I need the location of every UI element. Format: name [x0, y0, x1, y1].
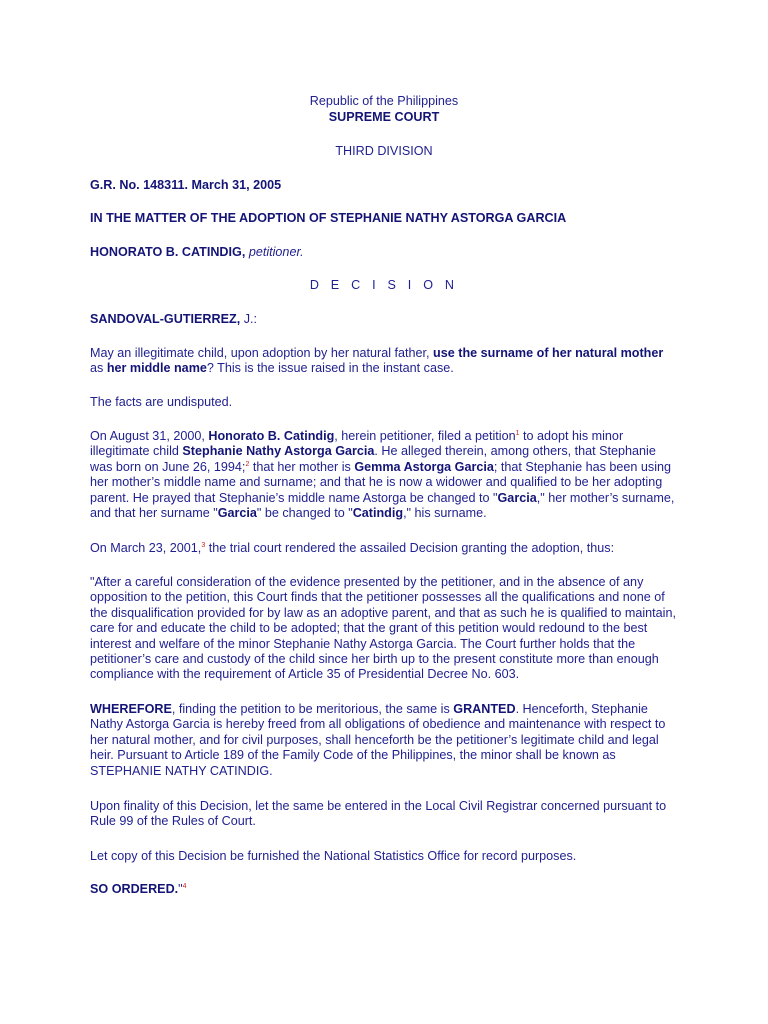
so-ordered-line: SO ORDERED."$^4$ — [90, 882, 187, 896]
copy-paragraph: Let copy of this Decision be furnished the National Statistics Office for record purposes. — [90, 849, 577, 863]
trial-paragraph: On March 23, 2001,$^3$ the trial court rendered the assailed Decision granting the adoption, thus: — [90, 541, 615, 555]
petitioner-line: HONORATO B. CATINDIG, petitioner. — [90, 245, 304, 259]
footnote-link-2[interactable]: 2 — [245, 460, 250, 468]
issue-paragraph: May an illegitimate child, upon adoption by her natural father, use the surname of her natural mother as her middle name? This is the issue raised in the instant case. — [90, 346, 664, 376]
case-number: G.R. No. 148311. March 31, 2005 — [90, 178, 282, 192]
ponente-line: SANDOVAL-GUTIERREZ, J.: — [90, 312, 257, 326]
finality-paragraph: Upon finality of this Decision, let the same be entered in the Local Civil Registrar concerned pursuant to Rule 99 of the Rules of Court. — [90, 799, 667, 829]
petition-paragraph: On August 31, 2000, Honorato B. Catindig, herein petitioner, filed a petition$^1$ to adopt his minor illegitimate child Stephanie Nathy Astorga Garcia. He alleged therein, among others, that Stephanie was born on June 26, 1994;$^2$ that her mother is Gemma Astorga Garcia; that Stephanie has been using her mother’s middle name and surname; and that he is now a widower and qualified to be her adopting parent. He prayed that Stephanie’s middle name Astorga be changed to "Garcia," her mother’s surname, and that her surname "Garcia" be changed to "Catindig," his surname. — [90, 429, 675, 521]
footnote-link-1[interactable]: 1 — [515, 429, 520, 437]
case-title: IN THE MATTER OF THE ADOPTION OF STEPHANIE NATHY ASTORGA GARCIA — [90, 211, 567, 225]
court-name: SUPREME COURT — [328, 110, 440, 124]
republic-line: Republic of the Philippines — [309, 94, 459, 108]
footnote-link-3[interactable]: 3 — [201, 541, 206, 549]
division-name: THIRD DIVISION — [335, 144, 433, 158]
wherefore-paragraph: WHEREFORE, finding the petition to be meritorious, the same is GRANTED. Henceforth, Stephanie Nathy Astorga Garcia is hereby freed from all obligations of obedience and maintenance with respect to her natural mother, and for civil purposes, shall henceforth be the petitioner’s legitimate child and legal heir. Pursuant to Article 189 of the Family Code of the Philippines, the minor shall be known as STEPHANIE NATHY CATINDIG. — [90, 702, 666, 778]
quote-paragraph-1: "After a careful consideration of the evidence presented by the petitioner, and in the absence of any opposition to the petition, this Court finds that the petitioner possesses all the qualifications and none of the disqualification provided for by law as an adoptive parent, and that as such he is qualified to maintain, care for and educate the child to be adopted; that the grant of this petition would redound to the best interest and welfare of the minor Stephanie Nathy Astorga Garcia. The Court further holds that the petitioner’s care and custody of the child since her birth up to the present constitute more than enough compliance with the requirement of Article 35 of Presidential Decree No. 603. — [90, 575, 676, 682]
footnote-link-4[interactable]: 4 — [182, 882, 187, 890]
facts-paragraph: The facts are undisputed. — [90, 395, 233, 409]
decision-heading: D E C I S I O N — [309, 278, 459, 292]
